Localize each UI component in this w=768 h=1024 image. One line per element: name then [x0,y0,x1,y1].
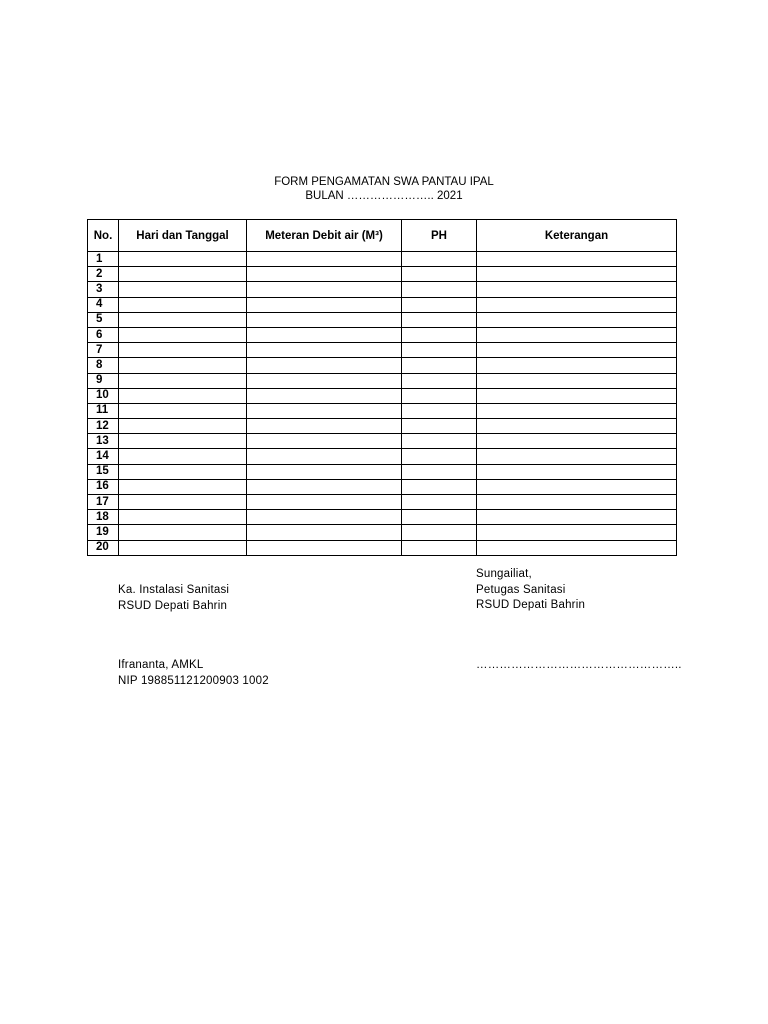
cell-date[interactable] [119,297,247,312]
column-header-meter: Meteran Debit air (M³) [247,220,402,252]
cell-ph[interactable] [402,312,477,327]
cell-no: 11 [88,403,119,418]
cell-meter[interactable] [247,358,402,373]
column-header-notes: Keterangan [477,220,677,252]
signature-right-block [476,567,585,614]
cell-no: 16 [88,479,119,494]
cell-meter[interactable] [247,282,402,297]
cell-date[interactable] [119,358,247,373]
observation-table [87,219,677,556]
cell-ph[interactable] [402,358,477,373]
cell-date[interactable] [119,495,247,510]
signature-left-org: RSUD Depati Bahrin [118,599,228,612]
signature-left-name: Ifrananta, AMKL [118,659,204,671]
table-row [88,434,677,449]
cell-date[interactable] [119,403,247,418]
table-row [88,373,677,388]
cell-meter[interactable] [247,373,402,388]
cell-notes[interactable] [477,312,677,327]
cell-ph[interactable] [402,419,477,434]
cell-notes[interactable] [477,464,677,479]
cell-notes[interactable] [477,434,677,449]
cell-notes[interactable] [477,297,677,312]
cell-date[interactable] [119,282,247,297]
cell-date[interactable] [119,343,247,358]
signature-right-title: Petugas Sanitasi [476,583,566,596]
cell-notes[interactable] [477,540,677,555]
cell-ph[interactable] [402,373,477,388]
cell-meter[interactable] [247,449,402,464]
cell-notes[interactable] [477,343,677,358]
cell-date[interactable] [119,510,247,525]
table-row [88,419,677,434]
cell-no: 6 [88,327,119,342]
signature-right-place: Sungailiat, [476,568,532,580]
cell-no: 18 [88,510,119,525]
table-row [88,464,677,479]
cell-date[interactable] [119,540,247,555]
cell-no: 5 [88,312,119,327]
cell-no: 4 [88,297,119,312]
cell-notes[interactable] [477,510,677,525]
cell-no: 8 [88,358,119,373]
form-title: FORM PENGAMATAN SWA PANTAU IPAL [274,176,494,188]
cell-no: 17 [88,495,119,510]
cell-date[interactable] [119,388,247,403]
cell-notes[interactable] [477,419,677,434]
table-row [88,449,677,464]
cell-date[interactable] [119,525,247,540]
cell-date[interactable] [119,373,247,388]
signature-left-name-block [118,658,269,689]
cell-ph[interactable] [402,495,477,510]
table-row [88,252,677,267]
cell-meter[interactable] [247,297,402,312]
table-row [88,297,677,312]
cell-ph[interactable] [402,449,477,464]
cell-ph[interactable] [402,252,477,267]
cell-meter[interactable] [247,419,402,434]
cell-ph[interactable] [402,434,477,449]
cell-meter[interactable] [247,434,402,449]
cell-ph[interactable] [402,510,477,525]
cell-date[interactable] [119,449,247,464]
cell-meter[interactable] [247,343,402,358]
cell-notes[interactable] [477,282,677,297]
table-row [88,388,677,403]
signature-left-nip: NIP 198851121200903 1002 [118,674,269,687]
cell-date[interactable] [119,252,247,267]
cell-meter[interactable] [247,495,402,510]
table-row [88,540,677,555]
cell-ph[interactable] [402,267,477,282]
signature-left-block [118,583,229,614]
cell-no: 7 [88,343,119,358]
cell-ph[interactable] [402,464,477,479]
cell-no: 15 [88,464,119,479]
cell-meter[interactable] [247,327,402,342]
cell-date[interactable] [119,464,247,479]
cell-no: 1 [88,252,119,267]
column-header-date: Hari dan Tanggal [119,220,247,252]
cell-ph[interactable] [402,525,477,540]
cell-no: 13 [88,434,119,449]
cell-meter[interactable] [247,403,402,418]
cell-notes[interactable] [477,403,677,418]
cell-date[interactable] [119,312,247,327]
table-row [88,479,677,494]
table-row [88,282,677,297]
column-header-ph: PH [402,220,477,252]
cell-date[interactable] [119,479,247,494]
table-row [88,358,677,373]
cell-meter[interactable] [247,312,402,327]
cell-ph[interactable] [402,388,477,403]
cell-meter[interactable] [247,525,402,540]
table-row [88,267,677,282]
cell-date[interactable] [119,267,247,282]
table-row [88,510,677,525]
table-header-row [88,220,677,252]
cell-no: 2 [88,267,119,282]
signature-right-name-block [476,658,682,674]
cell-no: 10 [88,388,119,403]
cell-no: 12 [88,419,119,434]
cell-no: 3 [88,282,119,297]
cell-ph[interactable] [402,479,477,494]
signature-left-title: Ka. Instalasi Sanitasi [118,584,230,596]
cell-ph[interactable] [402,403,477,418]
cell-notes[interactable] [477,373,677,388]
cell-meter[interactable] [247,479,402,494]
table-row [88,312,677,327]
cell-meter[interactable] [247,267,402,282]
table-row [88,403,677,418]
cell-notes[interactable] [477,327,677,342]
cell-notes[interactable] [477,252,677,267]
cell-notes[interactable] [477,479,677,494]
cell-no: 20 [88,540,119,555]
cell-meter[interactable] [247,510,402,525]
cell-meter[interactable] [247,252,402,267]
table-row [88,495,677,510]
cell-meter[interactable] [247,540,402,555]
cell-ph[interactable] [402,540,477,555]
cell-ph[interactable] [402,297,477,312]
cell-notes[interactable] [477,525,677,540]
table-row [88,327,677,342]
cell-notes[interactable] [477,267,677,282]
table-row [88,343,677,358]
cell-no: 19 [88,525,119,540]
cell-ph[interactable] [402,327,477,342]
cell-meter[interactable] [247,388,402,403]
cell-meter[interactable] [247,464,402,479]
table-body [88,252,677,556]
cell-ph[interactable] [402,343,477,358]
cell-no: 9 [88,373,119,388]
cell-notes[interactable] [477,495,677,510]
cell-notes[interactable] [477,358,677,373]
cell-date[interactable] [119,327,247,342]
cell-notes[interactable] [477,388,677,403]
signature-right-org: RSUD Depati Bahrin [476,599,586,611]
table-row [88,525,677,540]
form-subtitle: BULAN ………………….. 2021 [305,190,463,202]
cell-notes[interactable] [477,449,677,464]
cell-date[interactable] [119,434,247,449]
signature-right-name-line: …………………………………………….. [476,659,682,671]
cell-date[interactable] [119,419,247,434]
cell-no: 14 [88,449,119,464]
column-header-no: No. [88,220,119,252]
cell-ph[interactable] [402,282,477,297]
